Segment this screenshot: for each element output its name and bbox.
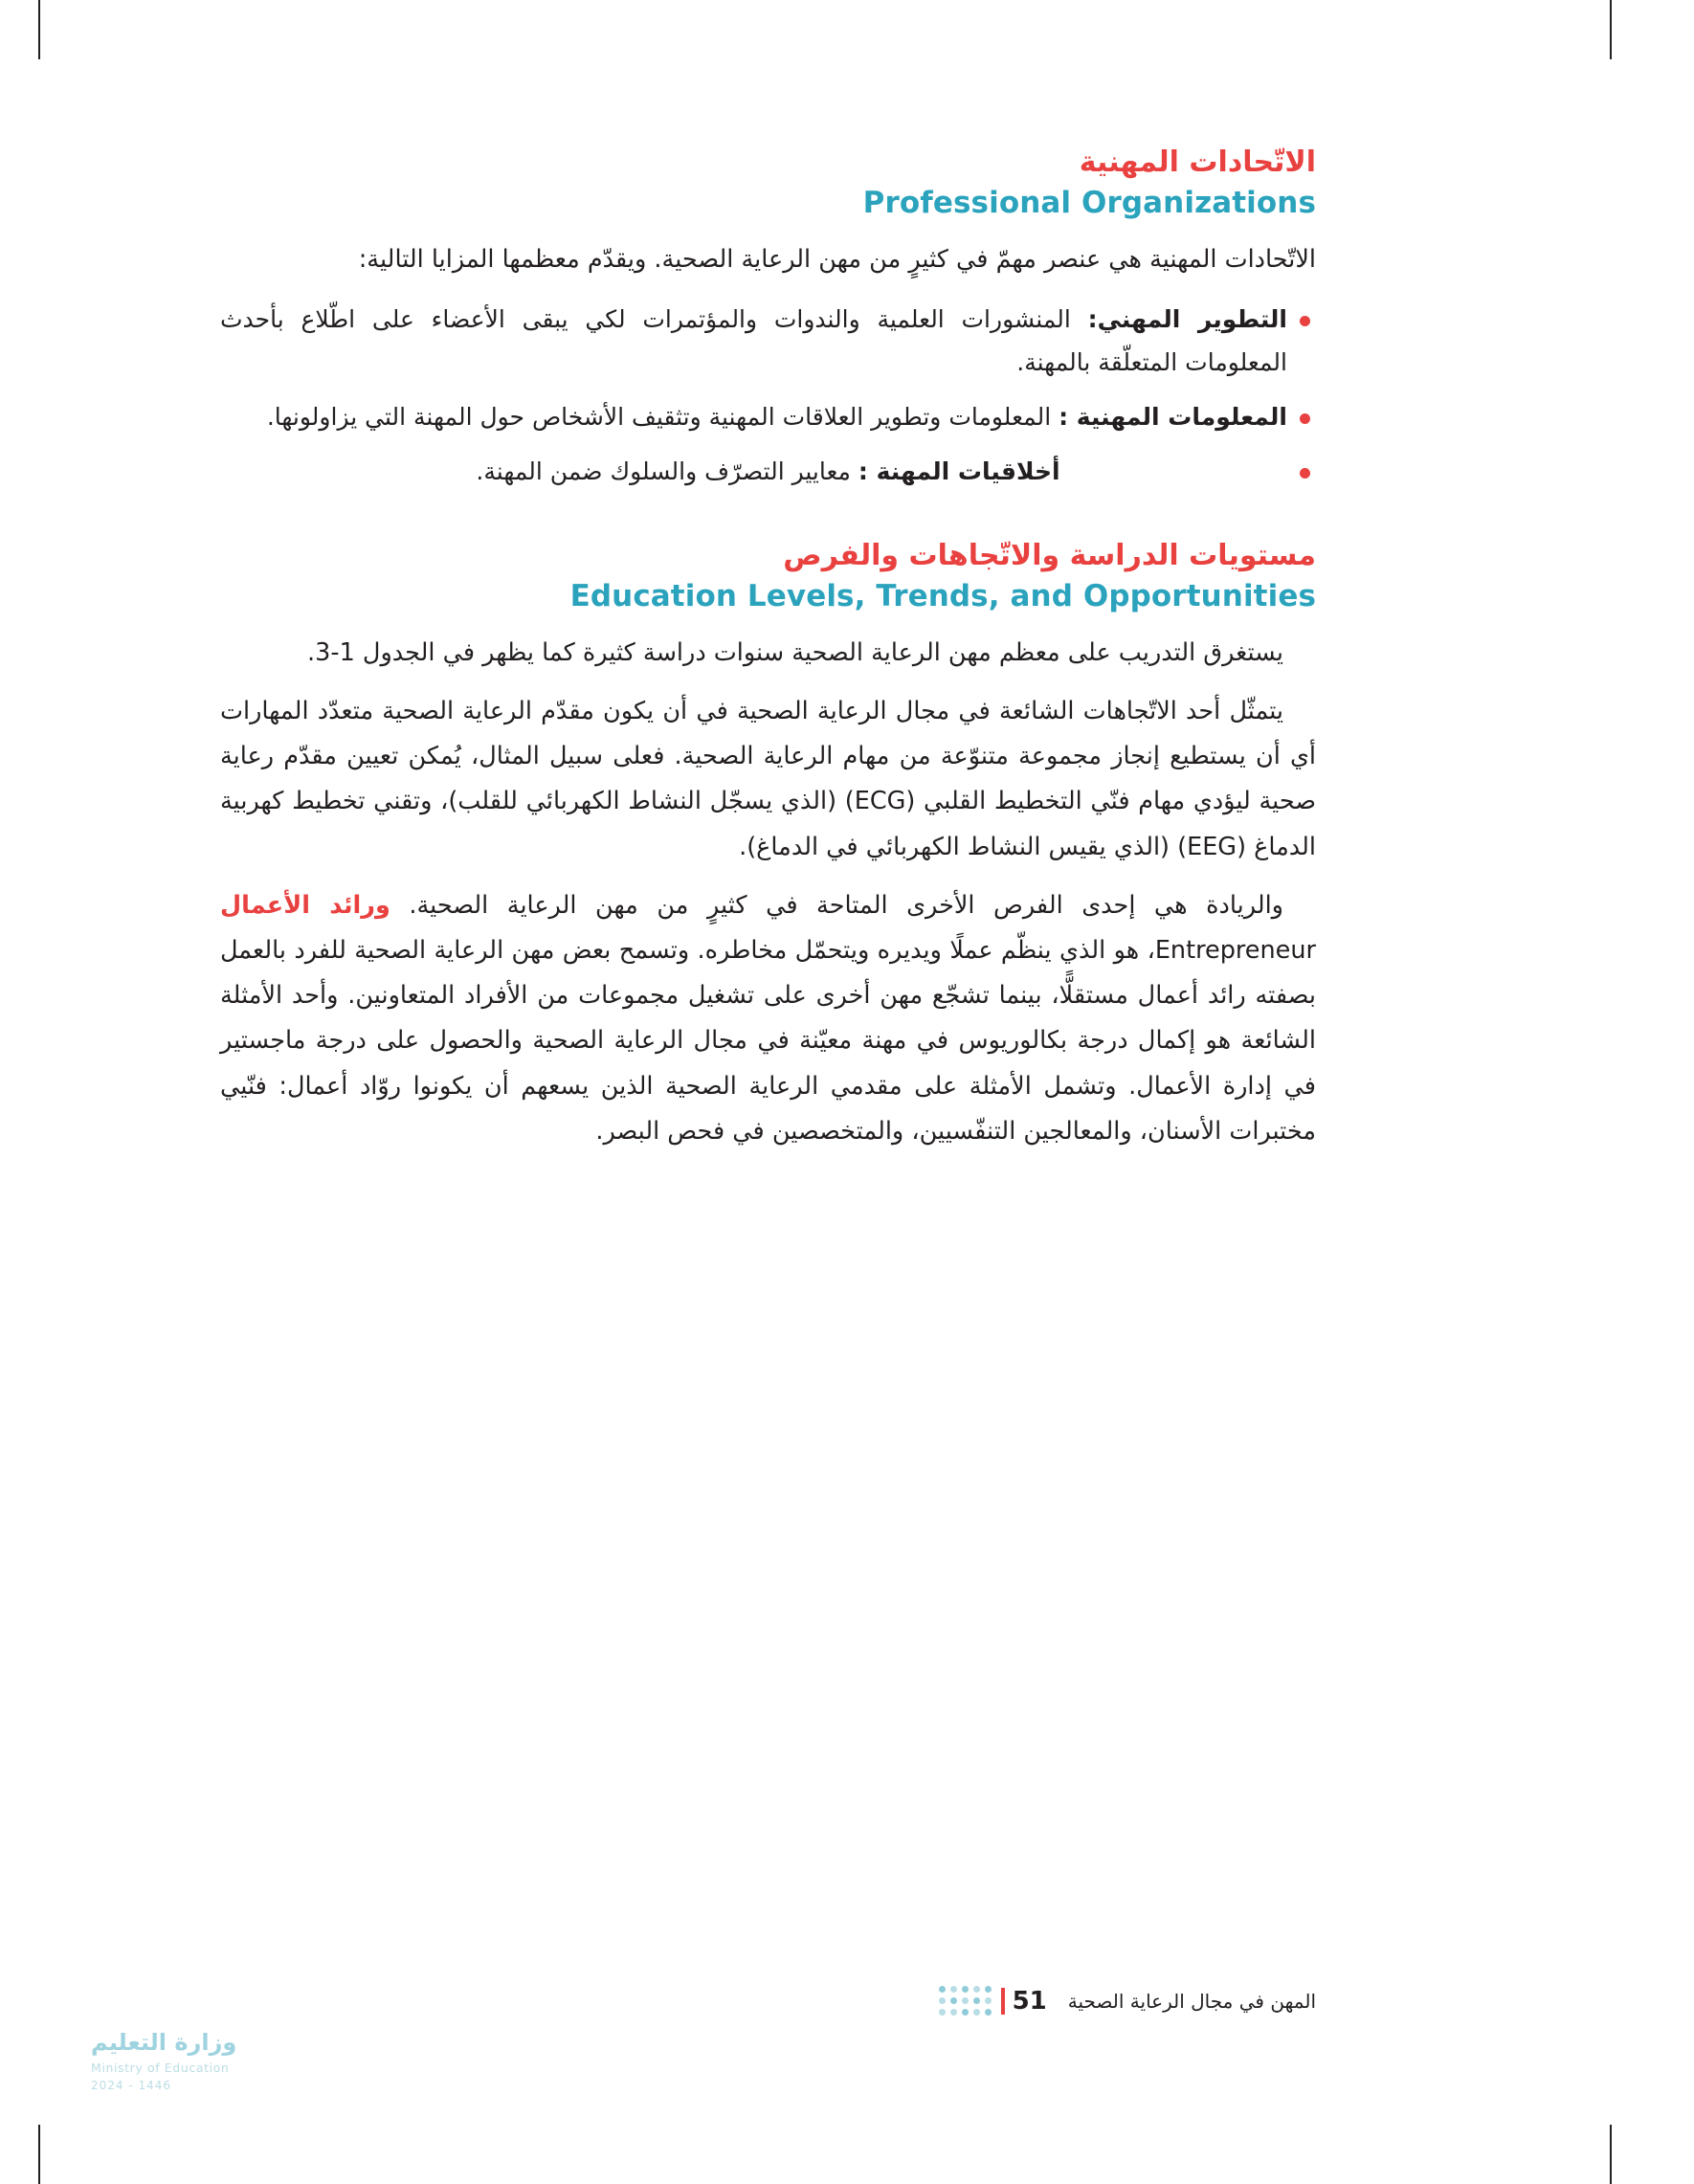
list-item <box>220 450 1316 493</box>
footer-divider <box>1001 1988 1005 2015</box>
section2-paragraph-1: يستغرق التدريب على معظم مهن الرعاية الصحية سنوات دراسة كثيرة كما يظهر في الجدول 1-3. <box>307 637 1283 667</box>
section-education-levels <box>220 537 1316 1154</box>
list-item-text: معايير التصرّف والسلوك ضمن المهنة. <box>476 457 858 486</box>
list-item-term: التطوير المهني: <box>1087 305 1287 334</box>
highlighted-term: ورائد الأعمال <box>220 890 390 920</box>
section-professional-organizations <box>220 144 1316 493</box>
list-item <box>220 395 1316 438</box>
section1-intro-paragraph: الاتّحادات المهنية هي عنصر مهمّ في كثيرٍ من مهن الرعاية الصحية. ويقدّم معظمها المزايا التالية: <box>358 244 1316 274</box>
list-item-text: المعلومات وتطوير العلاقات المهنية وتثقيف الأشخاص حول المهنة التي يزاولونها. <box>266 403 1059 432</box>
list-item-term: المعلومات المهنية : <box>1059 403 1287 432</box>
page-content <box>220 144 1316 1154</box>
benefits-list <box>220 298 1316 493</box>
footer-dots-decoration <box>939 1986 992 2016</box>
list-item-term: أخلاقيات المهنة : <box>858 457 1060 486</box>
ministry-of-education-logo <box>91 2031 236 2092</box>
logo-english-text: Ministry of Education <box>91 2061 230 2075</box>
logo-year-text: 2024 - 1446 <box>91 2079 172 2092</box>
section2-paragraph-2: يتمثّل أحد الاتّجاهات الشائعة في مجال الرعاية الصحية في أن يكون مقدّم الرعاية الصحية متعدّد المهارات أي أن يستطيع إنجاز مجموعة متنوّعة من مهام الرعاية الصحية. فعلى سبيل المثال، يُمكن تعيين مقدّم رعاية صحية ليؤدي مهام فنّي التخطيط القلبي (ECG) (الذي يسجّل النشاط الكهربائي للقلب)، وتقني تخطيط كهربية الدماغ (EEG) (الذي يقيس النشاط الكهربائي في الدماغ). <box>220 697 1316 861</box>
section2-heading-arabic: مستويات الدراسة والاتّجاهات والفرص <box>783 539 1316 573</box>
list-item-text: المنشورات العلمية والندوات والمؤتمرات لكي يبقى الأعضاء على اطّلاع بأحدث المعلومات المتعلّقة بالمهنة. <box>220 305 1287 377</box>
page-number: 51 <box>1012 1986 1047 2016</box>
section2-paragraph-3: والريادة هي إحدى الفرص الأخرى المتاحة في كثيرٍ من مهن الرعاية الصحية. ورائد الأعمال Entrepreneur، هو الذي ينظّم عملًا ويديره ويتحمّل مخاطره. وتسمح بعض مهن الرعاية الصحية للفرد بالعمل بصفته رائد أعمال مستقلًّا، بينما تشجّع مهن أخرى على تشغيل مجموعات من الأفراد المتعاونين. وأحد الأمثلة الشائعة هو إكمال درجة بكالوريوس في مهنة معيّنة في مجال الرعاية الصحية والحصول على درجة ماجستير في إدارة الأعمال. وتشمل الأمثلة على مقدمي الرعاية الصحية الذين يسعهم أن يكونوا روّاد أعمال: فنّيي مختبرات الأسنان، والمعالجين التنفّسيين، والمتخصصين في فحص البصر. <box>220 890 1316 1146</box>
page-footer <box>0 1958 1694 2016</box>
list-item <box>220 298 1316 384</box>
latin-term: Entrepreneur <box>1154 935 1316 965</box>
section1-heading-english: Professional Organizations <box>862 185 1316 220</box>
logo-arabic-text: وزارة التعليم <box>91 2029 237 2056</box>
section1-heading-arabic: الاتّحادات المهنية <box>1079 145 1316 179</box>
footer-chapter-title: المهن في مجال الرعاية الصحية <box>1067 1989 1316 2013</box>
section2-heading-english: Education Levels, Trends, and Opportunities <box>569 578 1316 613</box>
